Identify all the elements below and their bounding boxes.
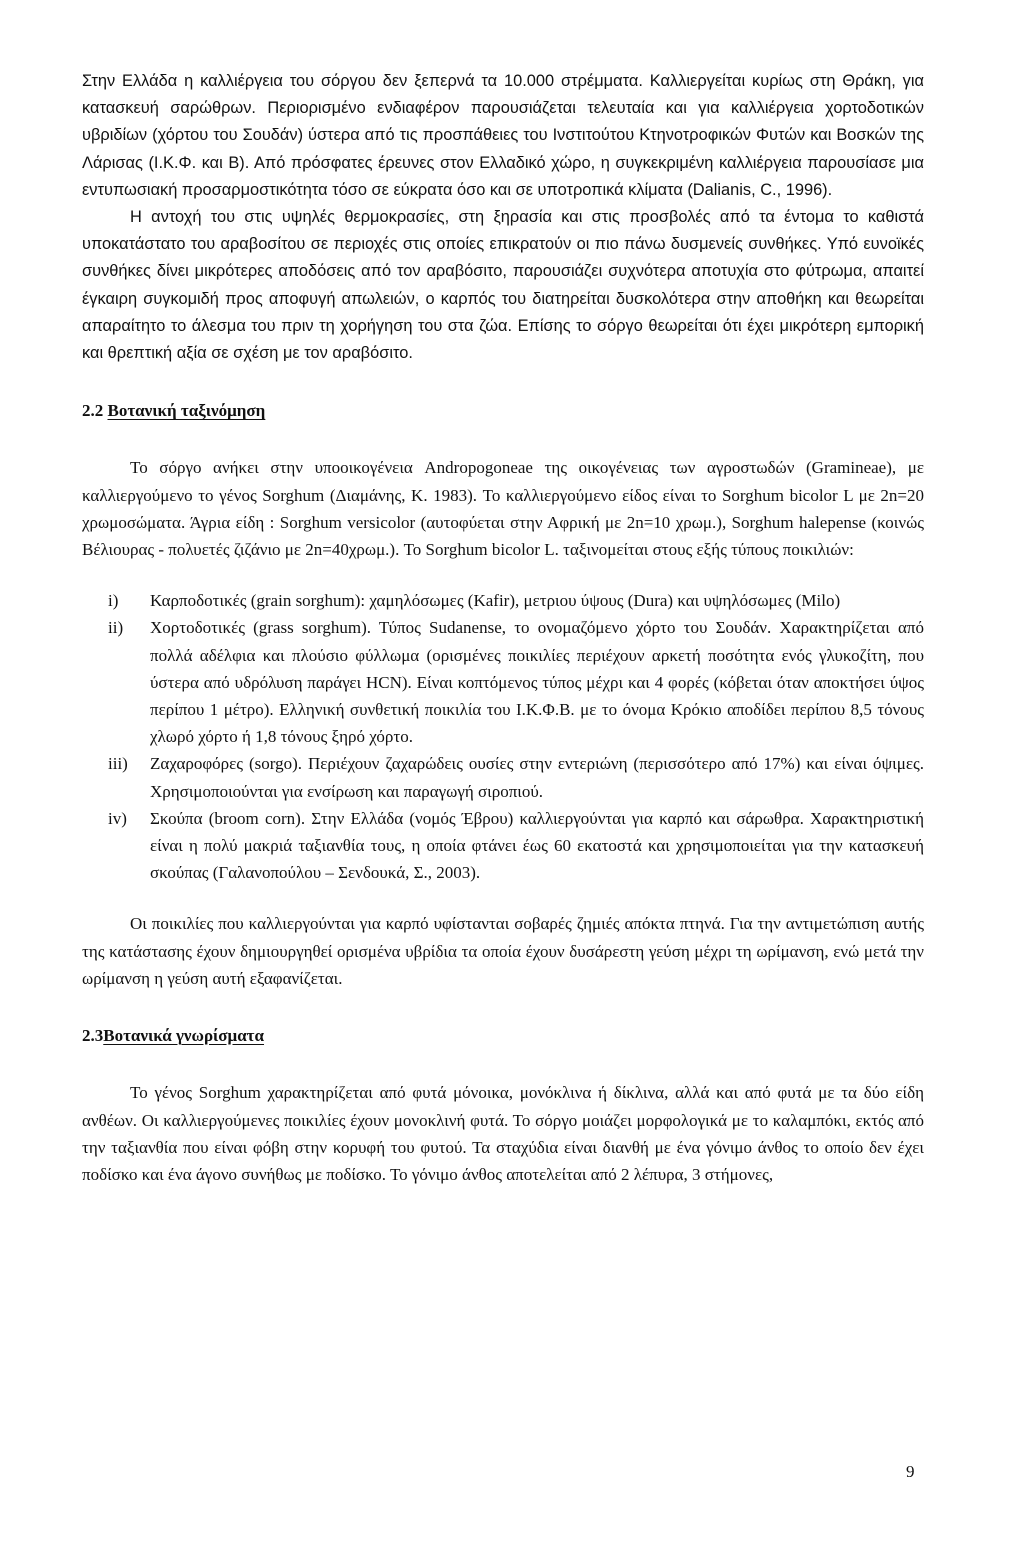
list-item-text: Χορτοδοτικές (grass sorghum). Τύπος Sudanense, το ονομαζόμενο χόρτο του Σουδάν. Χαρακτηρίζεται από πολλά αδέλφια και πλούσιο φύλλωμα (ορισμένες ποικιλίες περιέχουν αρκετή ποσότητα ενός γλυκοζίτη, που ύστερα από υδρόλυση παράγει HCN). Είναι κοπτόμενος τύπος μέχρι και 4 φορές (κόβεται όταν αποκτήσει ύψος περίπου 1 μέτρο). Ελληνική συνθετική ποικιλία του Ι.Κ.Φ.Β. με το όνομα Κρόκιο αποδίδει περίπου 8,5 τόνους χλωρό χόρτο ή 1,8 τόνους ξηρό χόρτο. (150, 618, 924, 747)
section-2-2-title: Βοτανική ταξινόμηση (107, 401, 266, 421)
section-2-2-heading (82, 397, 924, 424)
list-item-number: ii) (108, 618, 124, 638)
section-2-3-number: 2.3 (82, 1026, 104, 1046)
list-item-text: Καρποδοτικές (grain sorghum): χαμηλόσωμες (Kafir), μετριου ύψους (Dura) και υψηλόσωμες (Milo) (150, 591, 841, 611)
list-item-number: iv) (108, 808, 127, 828)
list-item-number: i) (108, 591, 119, 611)
intro-paragraph-2: Η αντοχή του στις υψηλές θερμοκρασίες, στη ξηρασία και στις προσβολές από τα έντομα το καθιστά υποκατάστατο του αραβοσίτου σε περιοχές στις οποίες επικρατούν οι πιο πάνω δυσμενείς συνθήκες. Υπό ευνοϊκές συνθήκες δίνει μικρότερες αποδόσεις από τον αραβόσιτο, παρουσιάζει συχνότερα αποτυχία στο φύτρωμα, απαιτεί έγκαιρη συγκομιδή προς αποφυγή απωλειών, ο καρπός του διατηρείται δυσκολότερα στην αποθήκη και θεωρείται απαραίτητο το άλεσμα του πριν τη χορήγηση του στα ζώα. Επίσης το σόργο θεωρείται ότι έχει μικρότερη εμπορική και θρεπτική αξία σε σχέση με τον αραβόσιτο. (82, 208, 924, 363)
list-item (82, 587, 924, 614)
list-item (82, 750, 924, 804)
section-2-2-paragraph-2: Οι ποικιλίες που καλλιεργούνται για καρπό υφίστανται σοβαρές ζημιές απόκτα πτηνά. Για την αντιμετώπιση αυτής της κατάστασης έχουν δημιουργηθεί ορισμένα υβρίδια τα οποία έχουν δυσάρεστη γεύση μέχρι τη ωρίμανση, ενώ μετά την ωρίμανση η γεύση αυτή εξαφανίζεται. (82, 914, 924, 988)
section-2-3-paragraph-1: Το γένος Sorghum χαρακτηρίζεται από φυτά μόνοικα, μονόκλινα ή δίκλινα, αλλά και από φυτά με τα δύο είδη ανθέων. Οι καλλιεργούμενες ποικιλίες έχουν μονοκλινή φυτά. Το σόργο μοιάζει μορφολογικά με το καλαμπόκι, εκτός από την ταξιανθία που είναι φόβη στην κορυφή του φυτού. Τα σταχύδια είναι διανθή με ένα γόνιμο άνθος το οποίο δεν έχει ποδίσκο και ένα άγονο συνήθως με ποδίσκο. Το γόνιμο άνθος αποτελείται από 2 λέπυρα, 3 στήμονες, (82, 1083, 924, 1184)
list-item (82, 805, 924, 887)
variety-types-list (82, 587, 924, 886)
list-item-text: Ζαχαροφόρες (sorgo). Περιέχουν ζαχαρώδεις ουσίες στην εντεριώνη (περισσότερο από 17%) και είναι όψιμες. Χρησιμοποιούνται για ενσίρωση και παραγωγή σιροπιού. (150, 754, 924, 801)
section-2-2-number: 2.2 (82, 401, 104, 421)
section-2-2-paragraph-1: Το σόργο ανήκει στην υποοικογένεια Andropogoneae της οικογένειας των αγροστωδών (Gramineae), με καλλιεργούμενο το γένος Sorghum (Διαμάνης, Κ. 1983). Το καλλιεργούμενο είδος είναι το Sorghum bicolor L με 2n=20 χρωμοσώματα. Άγρια είδη : Sorghum versicolor (αυτοφύεται στην Αφρική με 2n=10 χρωμ.), Sorghum halepense (κοινώς Βέλιουρας - πολυετές ζιζάνιο με 2n=40χρωμ.). Το Sorghum bicolor L. ταξινομείται στους εξής τύπους ποικιλιών: (82, 458, 924, 560)
list-item-number: iii) (108, 754, 128, 774)
section-2-3-heading (82, 1022, 924, 1049)
section-2-3-title: Βοτανικά γνωρίσματα (103, 1026, 265, 1046)
list-item (82, 614, 924, 750)
list-item-text: Σκούπα (broom corn). Στην Ελλάδα (νομός Έβρου) καλλιεργούνται για καρπό και σάρωθρα. Χαρακτηριστική είναι η πολύ μακριά ταξιανθία τους, η οποία φτάνει έως 60 εκατοστά και χρησιμοποιείται για την κατασκευή σκούπας (Γαλανοπούλου – Σενδουκά, Σ., 2003). (150, 808, 924, 883)
document-page (82, 68, 924, 1188)
page-number: 9 (906, 1462, 915, 1481)
intro-paragraph-1: Στην Ελλάδα η καλλιέργεια του σόργου δεν ξεπερνά τα 10.000 στρέμματα. Καλλιεργείται κυρίως στη Θράκη, για κατασκευή σαρώθρων. Περιορισμένο ενδιαφέρον παρουσιάζεται τελευταία και για καλλιέργεια χορτοδοτικών υβριδίων (χόρτου του Σουδάν) ύστερα από τις προσπάθειες του Ινστιτούτου Κτηνοτροφικών Φυτών και Βοσκών της Λάρισας (Ι.Κ.Φ. και Β). Από πρόσφατες έρευνες στον Ελλαδικό χώρο, η συγκεκριμένη καλλιέργεια παρουσίασε μια εντυπωσιακή προσαρμοστικότητα τόσο σε εύκρατα όσο και σε υποτροπικά κλίματα (Dalianis, C., 1996). (82, 72, 924, 199)
